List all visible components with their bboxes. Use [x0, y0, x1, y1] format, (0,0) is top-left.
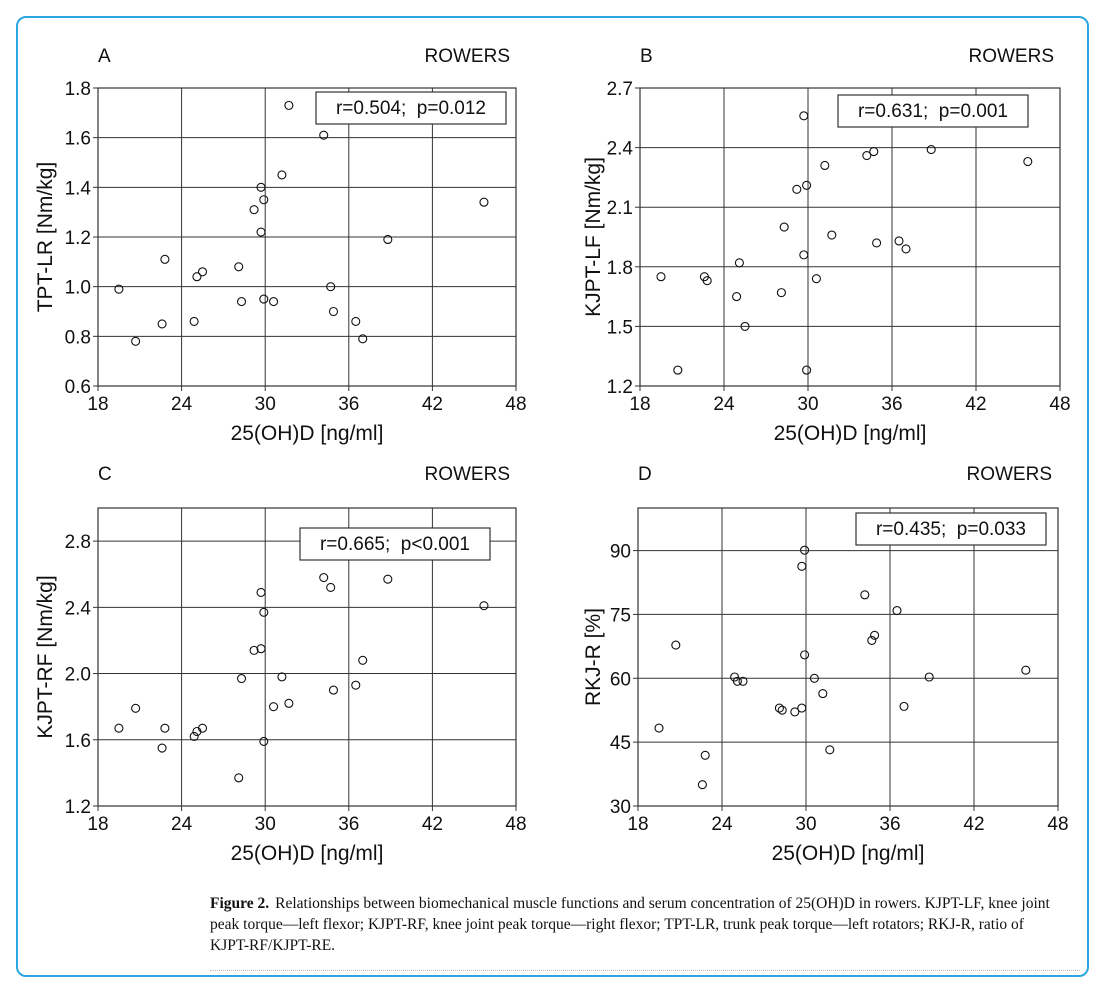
data-point [900, 702, 908, 710]
group-label: ROWERS [424, 46, 510, 67]
x-axis-label: 25(OH)D [ng/ml] [230, 842, 384, 865]
data-point [893, 607, 901, 615]
chart-panel-a [0, 40, 540, 460]
data-point [870, 148, 878, 156]
chart-panel-c [0, 458, 540, 878]
data-point [480, 198, 488, 206]
data-point [250, 206, 258, 214]
x-tick-label: 18 [629, 394, 651, 415]
data-point [701, 751, 709, 759]
x-tick-label: 36 [338, 394, 360, 415]
data-point [1022, 666, 1030, 674]
data-point [826, 746, 834, 754]
x-tick-label: 48 [1047, 814, 1069, 835]
y-tick-label: 1.2 [64, 797, 91, 818]
x-tick-label: 18 [87, 394, 109, 415]
y-tick-label: 1.4 [64, 178, 91, 200]
data-point [798, 704, 806, 712]
data-point [812, 275, 820, 283]
stat-label: r=0.631; p=0.001 [857, 101, 1009, 122]
y-tick-label: 45 [609, 733, 631, 755]
caption-label: Figure 2. [210, 895, 270, 912]
y-axis-label: TPT-LR [Nm/kg] [34, 161, 57, 313]
y-tick-label: 2.4 [606, 138, 633, 160]
data-point [238, 298, 246, 306]
data-point [800, 112, 808, 120]
x-tick-label: 48 [505, 814, 527, 835]
data-point [800, 251, 808, 259]
data-point [735, 259, 743, 267]
data-point [329, 308, 337, 316]
x-axis-label: 25(OH)D [ng/ml] [230, 422, 384, 445]
data-point [828, 231, 836, 239]
data-point [199, 268, 207, 276]
x-tick-label: 30 [797, 394, 819, 415]
data-point [190, 317, 198, 325]
data-point [260, 737, 268, 745]
data-point [384, 575, 392, 583]
data-point [925, 673, 933, 681]
y-tick-label: 1.6 [64, 128, 91, 150]
y-tick-label: 1.8 [606, 257, 633, 279]
y-tick-label: 0.6 [64, 377, 91, 398]
data-point [238, 675, 246, 683]
data-point [895, 237, 903, 245]
y-tick-label: 1.0 [64, 277, 91, 299]
x-tick-label: 36 [879, 814, 901, 835]
x-tick-label: 42 [965, 394, 987, 415]
x-tick-label: 30 [795, 814, 817, 835]
x-tick-label: 42 [421, 814, 443, 835]
data-point [657, 273, 665, 281]
chart-panel-d [548, 458, 1088, 878]
panel-letter: D [638, 464, 652, 485]
x-tick-label: 24 [171, 394, 193, 415]
stat-label: r=0.435; p=0.033 [875, 519, 1027, 540]
y-axis-label: KJPT-LF [Nm/kg] [582, 157, 605, 317]
data-point [793, 185, 801, 193]
stat-label: r=0.504; p=0.012 [335, 98, 487, 119]
x-tick-label: 36 [881, 394, 903, 415]
data-point [352, 317, 360, 325]
x-tick-label: 42 [421, 394, 443, 415]
data-point [161, 724, 169, 732]
panel-letter: C [98, 464, 112, 485]
plot-frame [638, 508, 1058, 806]
data-point [733, 293, 741, 301]
data-point [132, 704, 140, 712]
data-point [873, 239, 881, 247]
x-tick-label: 18 [87, 814, 109, 835]
y-tick-label: 2.8 [64, 532, 91, 554]
data-point [803, 181, 811, 189]
x-tick-label: 48 [505, 394, 527, 415]
stat-label: r=0.665; p<0.001 [319, 534, 471, 555]
x-tick-label: 24 [713, 394, 735, 415]
x-tick-label: 42 [963, 814, 985, 835]
data-point [235, 263, 243, 271]
data-point [278, 673, 286, 681]
data-point [278, 171, 286, 179]
data-point [780, 223, 788, 231]
y-tick-label: 2.1 [606, 198, 633, 220]
data-point [158, 320, 166, 328]
x-tick-label: 48 [1049, 394, 1071, 415]
data-point [777, 289, 785, 297]
panel-letter: B [640, 46, 653, 67]
x-tick-label: 30 [254, 394, 276, 415]
data-point [819, 690, 827, 698]
y-tick-label: 30 [609, 797, 631, 818]
data-point [132, 337, 140, 345]
data-point [674, 366, 682, 374]
data-point [798, 562, 806, 570]
x-axis-label: 25(OH)D [ng/ml] [773, 422, 927, 445]
y-tick-label: 1.5 [606, 317, 633, 339]
data-point [480, 602, 488, 610]
data-point [359, 656, 367, 664]
plot-frame [640, 88, 1060, 386]
caption-text: Relationships between biomechanical muscle functions and serum concentration of 25(OH)D in rowers. KJPT-LF, knee joint peak torque—left flexor; KJPT-RF, knee joint peak torque—right flexor; TPT-LR, trunk peak torque—left rotators; RKJ-R, ratio of KJPT-RF/KJPT-RE. [210, 895, 1050, 954]
group-label: ROWERS [424, 464, 510, 485]
x-tick-label: 36 [338, 814, 360, 835]
data-point [927, 146, 935, 154]
data-point [352, 681, 360, 689]
data-point [235, 774, 243, 782]
y-tick-label: 1.6 [64, 730, 91, 752]
x-tick-label: 24 [171, 814, 193, 835]
data-point [803, 366, 811, 374]
data-point [902, 245, 910, 253]
data-point [655, 724, 663, 732]
x-tick-label: 24 [711, 814, 733, 835]
x-tick-label: 30 [254, 814, 276, 835]
data-point [257, 588, 265, 596]
x-axis-label: 25(OH)D [ng/ml] [771, 842, 925, 865]
data-point [161, 255, 169, 263]
data-point [270, 298, 278, 306]
y-tick-label: 0.8 [64, 327, 91, 349]
data-point [861, 591, 869, 599]
data-point [1024, 158, 1032, 166]
y-tick-label: 90 [609, 541, 631, 563]
y-tick-label: 60 [609, 669, 631, 691]
figure-caption [210, 893, 1065, 956]
panel-letter: A [98, 46, 111, 67]
y-tick-label: 75 [609, 605, 631, 627]
y-axis-label: KJPT-RF [Nm/kg] [34, 575, 57, 739]
data-point [257, 228, 265, 236]
x-tick-label: 18 [627, 814, 649, 835]
data-point [260, 608, 268, 616]
data-point [821, 161, 829, 169]
data-point [327, 583, 335, 591]
y-tick-label: 1.2 [606, 377, 633, 398]
data-point [260, 295, 268, 303]
data-point [698, 781, 706, 789]
data-point [320, 574, 328, 582]
group-label: ROWERS [968, 46, 1054, 67]
data-point [329, 686, 337, 694]
y-tick-label: 1.2 [64, 228, 91, 249]
y-tick-label: 2.7 [606, 79, 633, 100]
data-point [158, 744, 166, 752]
data-point [260, 196, 268, 204]
data-point [115, 724, 123, 732]
y-axis-label: RKJ-R [%] [582, 607, 605, 707]
chart-panel-b [548, 40, 1088, 460]
data-point [285, 699, 293, 707]
data-point [285, 101, 293, 109]
caption-divider [210, 970, 1080, 971]
y-tick-label: 1.8 [64, 79, 91, 100]
y-tick-label: 2.4 [64, 598, 91, 620]
y-tick-label: 2.0 [64, 664, 91, 686]
group-label: ROWERS [966, 464, 1052, 485]
data-point [672, 641, 680, 649]
data-point [801, 651, 809, 659]
data-point [270, 703, 278, 711]
